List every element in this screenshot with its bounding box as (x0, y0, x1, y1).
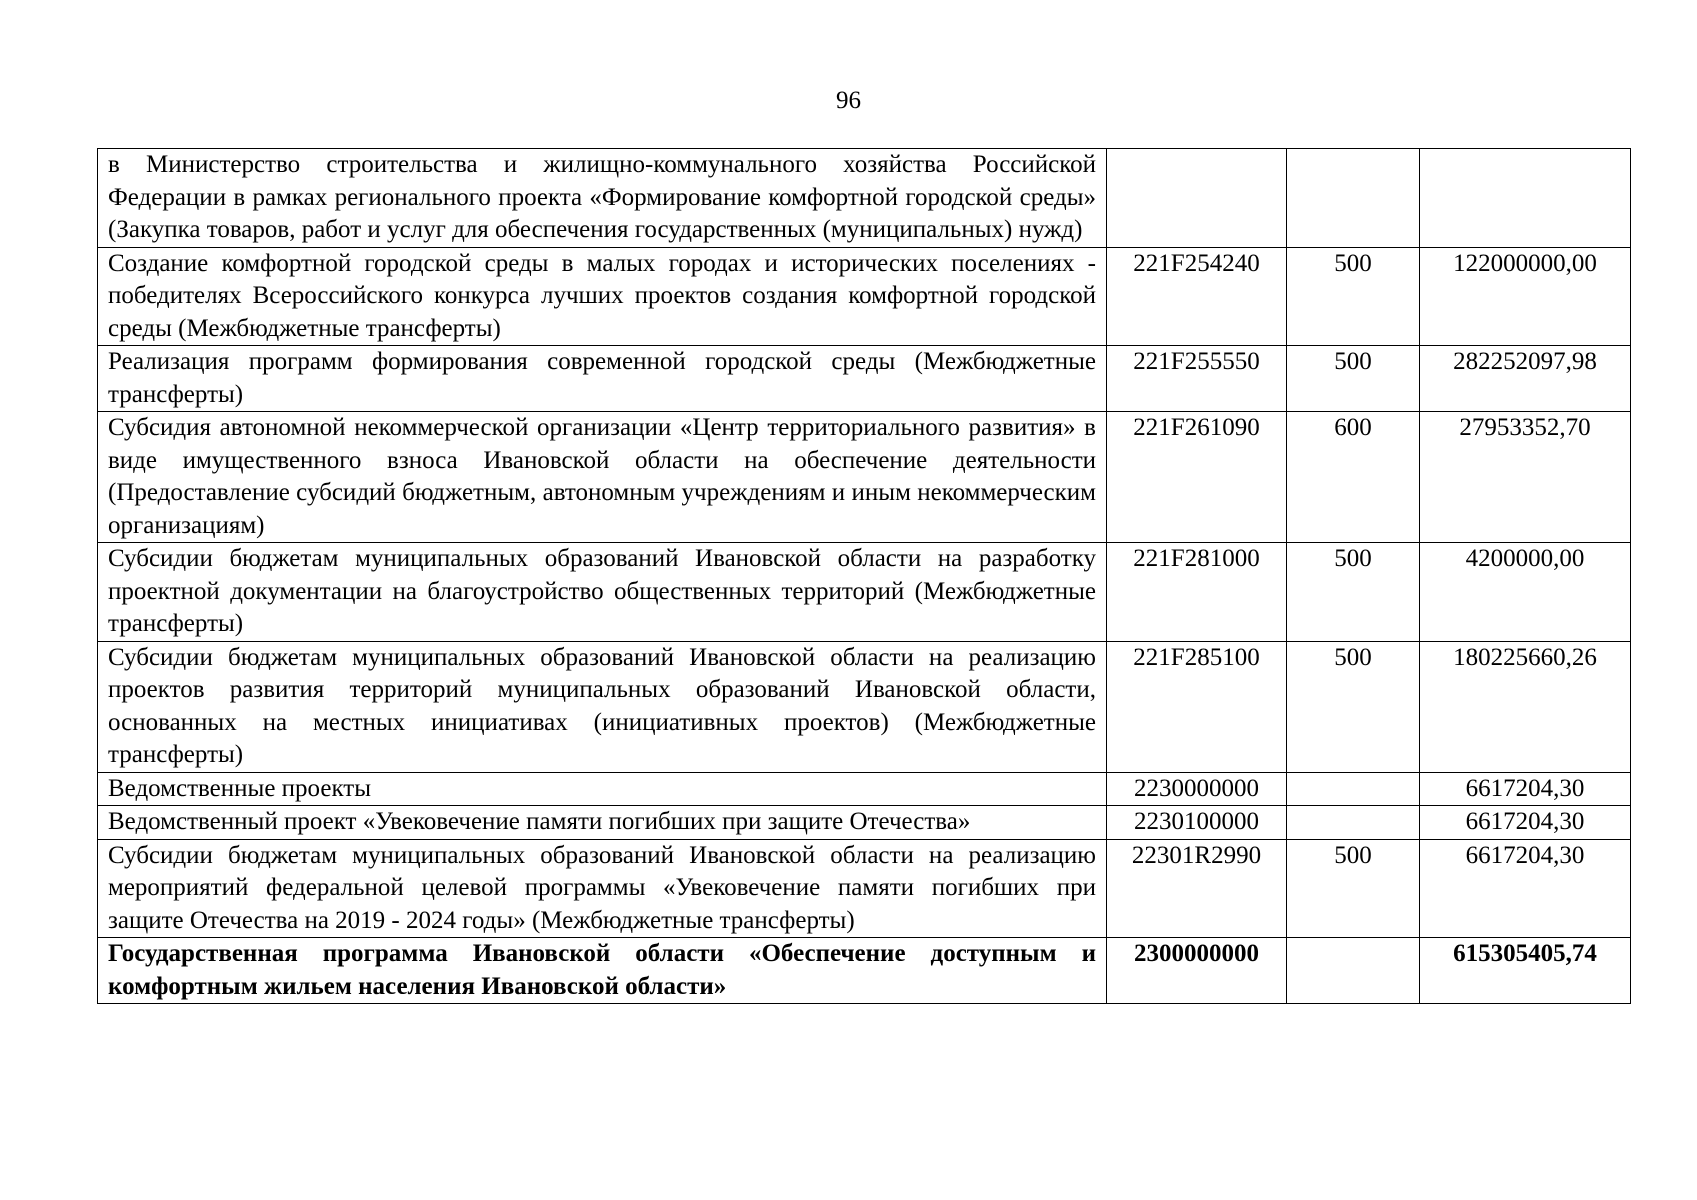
budget-table (97, 148, 1631, 1004)
row-target-code: 2300000000 (1107, 938, 1287, 1004)
row-description: Субсидии бюджетам муниципальных образований Ивановской области на реализацию мероприятий федеральной целевой программы «Увековечение памяти погибших при защите Отечества на 2019 - 2024 годы» (Межбюджетные трансферты) (98, 839, 1107, 938)
row-amount: 615305405,74 (1420, 938, 1631, 1004)
row-target-code: 221F261090 (1107, 412, 1287, 543)
row-amount: 6617204,30 (1420, 806, 1631, 840)
table-row (98, 806, 1631, 840)
budget-table-body (98, 149, 1631, 1004)
row-target-code: 2230000000 (1107, 772, 1287, 806)
table-row (98, 543, 1631, 642)
row-amount: 6617204,30 (1420, 772, 1631, 806)
row-expense-type (1287, 806, 1420, 840)
row-target-code (1107, 149, 1287, 248)
row-expense-type: 500 (1287, 346, 1420, 412)
table-row (98, 247, 1631, 346)
row-description: Субсидии бюджетам муниципальных образований Ивановской области на реализацию проектов развития территорий муниципальных образований Ивановской области, основанных на местных инициативах (инициативных проектов) (Межбюджетные трансферты) (98, 641, 1107, 772)
row-expense-type: 600 (1287, 412, 1420, 543)
row-amount (1420, 149, 1631, 248)
row-expense-type (1287, 149, 1420, 248)
table-row (98, 412, 1631, 543)
row-description: Создание комфортной городской среды в малых городах и исторических поселениях - победителях Всероссийского конкурса лучших проектов создания комфортной городской среды (Межбюджетные трансферты) (98, 247, 1107, 346)
row-target-code: 221F255550 (1107, 346, 1287, 412)
row-expense-type: 500 (1287, 247, 1420, 346)
table-row-total (98, 938, 1631, 1004)
row-expense-type: 500 (1287, 543, 1420, 642)
row-description: Субсидии бюджетам муниципальных образований Ивановской области на разработку проектной документации на благоустройство общественных территорий (Межбюджетные трансферты) (98, 543, 1107, 642)
table-row (98, 346, 1631, 412)
row-description: Ведомственные проекты (98, 772, 1107, 806)
row-amount: 122000000,00 (1420, 247, 1631, 346)
table-row (98, 149, 1631, 248)
row-amount: 6617204,30 (1420, 839, 1631, 938)
row-expense-type: 500 (1287, 641, 1420, 772)
table-row (98, 839, 1631, 938)
row-description: Субсидия автономной некоммерческой организации «Центр территориального развития» в виде имущественного взноса Ивановской области на обеспечение деятельности (Предоставление субсидий бюджетным, автономным учреждениям и иным некоммерческим организациям) (98, 412, 1107, 543)
row-description: Ведомственный проект «Увековечение памяти погибших при защите Отечества» (98, 806, 1107, 840)
row-expense-type: 500 (1287, 839, 1420, 938)
row-description: Государственная программа Ивановской области «Обеспечение доступным и комфортным жильем населения Ивановской области» (98, 938, 1107, 1004)
row-amount: 4200000,00 (1420, 543, 1631, 642)
table-row (98, 772, 1631, 806)
row-amount: 180225660,26 (1420, 641, 1631, 772)
row-description: Реализация программ формирования современной городской среды (Межбюджетные трансферты) (98, 346, 1107, 412)
row-target-code: 221F281000 (1107, 543, 1287, 642)
page-number: 96 (836, 87, 861, 114)
row-target-code: 221F254240 (1107, 247, 1287, 346)
row-expense-type (1287, 938, 1420, 1004)
row-amount: 27953352,70 (1420, 412, 1631, 543)
row-target-code: 2230100000 (1107, 806, 1287, 840)
table-row (98, 641, 1631, 772)
row-target-code: 221F285100 (1107, 641, 1287, 772)
row-description: в Министерство строительства и жилищно-коммунального хозяйства Российской Федерации в рамках регионального проекта «Формирование комфортной городской среды» (Закупка товаров, работ и услуг для обеспечения государственных (муниципальных) нужд) (98, 149, 1107, 248)
row-target-code: 22301R2990 (1107, 839, 1287, 938)
row-expense-type (1287, 772, 1420, 806)
row-amount: 282252097,98 (1420, 346, 1631, 412)
